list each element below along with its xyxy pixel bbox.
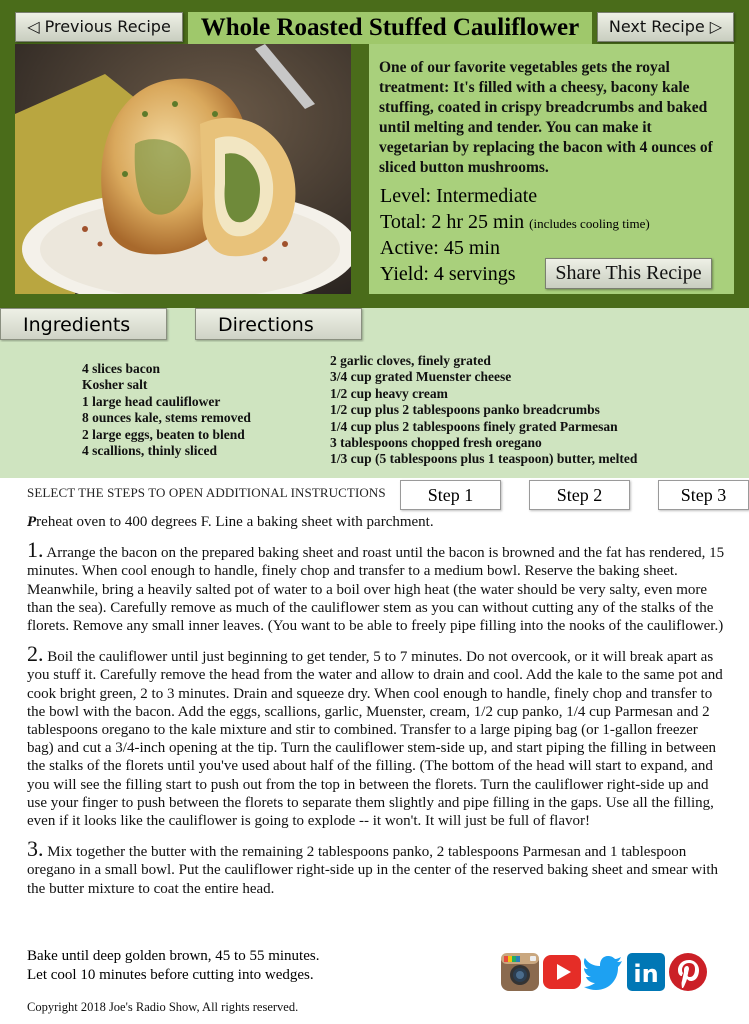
ingredients-list-right [330, 353, 637, 468]
step-3-button[interactable]: Step 3 [658, 480, 749, 510]
directions-text [27, 513, 727, 908]
yield-text: Yield: 4 servings [380, 262, 516, 285]
step-3-text: Mix together the butter with the remaining 2 tablespoons panko, 2 tablespoons Parmesan and 1 tablespoon oregano in a small bowl. Put the cauliflower right-side up in the center of the reserved baking sheet and smear with the butter mixture to coat the entire head. [27, 844, 719, 897]
tab-ingredients[interactable]: Ingredients [0, 308, 167, 340]
twitter-icon[interactable] [584, 952, 624, 992]
ingredient-item: 3 tablespoons chopped fresh oregano [330, 435, 542, 451]
recipe-photo [15, 44, 351, 294]
tabs-bar [0, 308, 749, 342]
step-1-number: 1. [27, 537, 44, 563]
cauliflower-image [15, 44, 351, 294]
ingredients-list-left [82, 361, 251, 459]
ingredient-item: 4 slices bacon [82, 361, 161, 376]
directions-intro [27, 513, 727, 531]
ingredient-item: 4 scallions, thinly sliced [82, 443, 218, 459]
ingredient-item: 1/2 cup heavy cream [330, 385, 448, 401]
steps-instruction-label: SELECT THE STEPS TO OPEN ADDITIONAL INSTRUCTIONS [27, 485, 386, 500]
step-2-text: Boil the cauliflower until just beginning to get tender, 5 to 7 minutes. Do not overcook, or it will break apart as you stuff it. Carefully remove the head from the water and allow to drain and cool. Add the kale to the same pot and cook bright green, 2 to 3 minutes. Drain and squeeze dry. When cool enough to handle, finely chop and transfer to the bowl with the bacon. Add the eggs, scallions, garlic, Muenster, cream, 1/2 cup panko, 1/4 cup Parmesan and 2 tablespoons oregano to the kale mixture and stir to combined. Transfer to a large piping bag (or 1-gallon freezer bag) and cut a 3/4-inch opening at the tip. Turn the cauliflower stem-side up, and start piping the filling in between the stalks of the florets until you've used about half of the filling. (The bottom of the head will start to expand, and you will see the filling start to push out from the top in between the florets. Turn the cauliflower right-side up and use your finger to push between the florets to separate them slightly and pipe filling in the gaps. Use all the filling, even if it looks like the cauliflower is going to explode -- it won't. It will just be full of flavor! [27, 649, 723, 830]
tab-directions[interactable]: Directions [195, 308, 362, 340]
step-3-number: 3. [27, 836, 44, 862]
ingredients-panel [0, 342, 749, 478]
closing-instructions [27, 947, 319, 984]
active-time: Active: 45 min [380, 237, 500, 259]
ingredient-item: 8 ounces kale, stems removed [82, 410, 251, 426]
ingredient-item: 2 large eggs, beaten to blend [82, 426, 245, 442]
next-recipe-button[interactable]: Next Recipe ▷ [597, 12, 734, 42]
step-1-text: Arrange the bacon on the prepared baking sheet and roast until the bacon is browned and the fat has rendered, 15 minutes. When cool enough to handle, finely chop and transfer to a medium bowl. Reserve the baking sheet. Meanwhile, bring a heavily salted pot of water to a boil over high heat (the water should be very salty, even more than the sea). Carefully remove as much of the cauliflower stem as you can without cutting any of the stalks of the florets. Remove any small inner leaves. (You want to be able to freely pipe filling into the nooks of the cauliflower.) [27, 545, 725, 635]
total-time [380, 210, 650, 237]
total-time-value: Total: 2 hr 25 min [380, 210, 525, 233]
copyright-text: Copyright 2018 Joe's Radio Show, All rights reserved. [27, 1000, 299, 1014]
ingredient-item: 1/2 cup plus 2 tablespoons panko breadcrumbs [330, 402, 600, 418]
step-1-button[interactable]: Step 1 [400, 480, 501, 510]
direction-step-3 [27, 836, 727, 898]
intro-dropcap: P [27, 514, 37, 530]
direction-step-1 [27, 537, 727, 635]
recipe-title: Whole Roasted Stuffed Cauliflower [188, 12, 592, 44]
linkedin-glyph: in [633, 960, 659, 988]
step-2-number: 2. [27, 641, 44, 667]
level-text: Level: Intermediate [380, 185, 538, 207]
recipe-info-panel [369, 44, 734, 294]
closing-line-1: Bake until deep golden brown, 45 to 55 minutes. [27, 948, 320, 964]
ingredient-item: 1/3 cup (5 tablespoons plus 1 teaspoon) butter, melted [330, 451, 638, 467]
ingredient-item: 1/4 cup plus 2 tablespoons finely grated Parmesan [330, 418, 618, 434]
linkedin-icon[interactable] [626, 952, 666, 992]
recipe-description: One of our favorite vegetables gets the royal treatment: It's filled with a cheesy, bacony kale stuffing, coated in crispy breadcrumbs and baked until melting and tender. You can make it vegetarian by replacing the bacon with 4 ounces of sliced button mushrooms. [379, 59, 713, 176]
intro-text: reheat oven to 400 degrees F. Line a baking sheet with parchment. [36, 514, 434, 530]
ingredient-item: 3/4 cup grated Muenster cheese [330, 369, 512, 385]
ingredient-item: 1 large head cauliflower [82, 393, 221, 409]
recipe-header [0, 0, 749, 308]
ingredient-item: Kosher salt [82, 377, 148, 393]
instagram-icon[interactable] [500, 952, 540, 992]
youtube-icon[interactable] [542, 952, 582, 992]
step-2-button[interactable]: Step 2 [529, 480, 630, 510]
ingredient-item: 2 garlic cloves, finely grated [330, 353, 491, 368]
total-time-note: (includes cooling time) [529, 215, 650, 231]
closing-line-2: Let cool 10 minutes before cutting into wedges. [27, 966, 314, 983]
direction-step-2 [27, 641, 727, 830]
pinterest-icon[interactable] [668, 952, 708, 992]
previous-recipe-button[interactable]: ◁ Previous Recipe [15, 12, 183, 42]
share-recipe-button[interactable]: Share This Recipe [545, 258, 712, 289]
